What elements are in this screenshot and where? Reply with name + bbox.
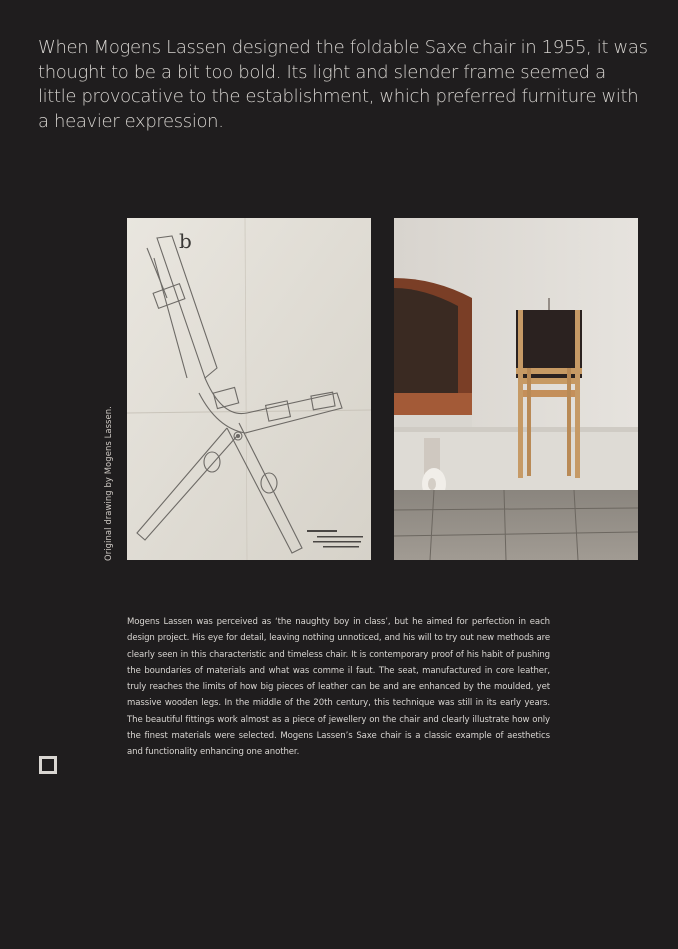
intro-paragraph: When Mogens Lassen designed the foldable Saxe chair in 1955, it was thought to be a bit too bold. Its light and slender frame seemed a little provocative to the establishment, which preferred furniture with a heavier expression. [38, 37, 648, 132]
figure-caption: Original drawing by Mogens Lassen. [103, 406, 113, 561]
chair-drawing-image [127, 218, 371, 560]
svg-text:b: b [179, 229, 192, 253]
body-paragraph: Mogens Lassen was perceived as ‘the naughty boy in class’, but he aimed for perfection in each design project. His eye for detail, leaving nothing unnoticed, and his will to try out new methods are clearly seen in this characteristic and timeless chair. It is contemporary proof of his habit of pushing the boundaries of materials and what was comme il faut. The seat, manufactured in core leather, truly reaches the limits of how big pieces of leather can be and are enhanced by the moulded, yet massive wooden legs. In the middle of the 20th century, this technique was still in its early years. The beautiful fittings work almost as a piece of jewellery on the chair and clearly illustrate how only the finest materials were selected. Mogens Lassen’s Saxe chair is a classic example of aesthetics and functionality enhancing one another. [127, 617, 550, 758]
square-marker-icon [39, 756, 57, 774]
chair-on-wall-image [394, 218, 638, 560]
